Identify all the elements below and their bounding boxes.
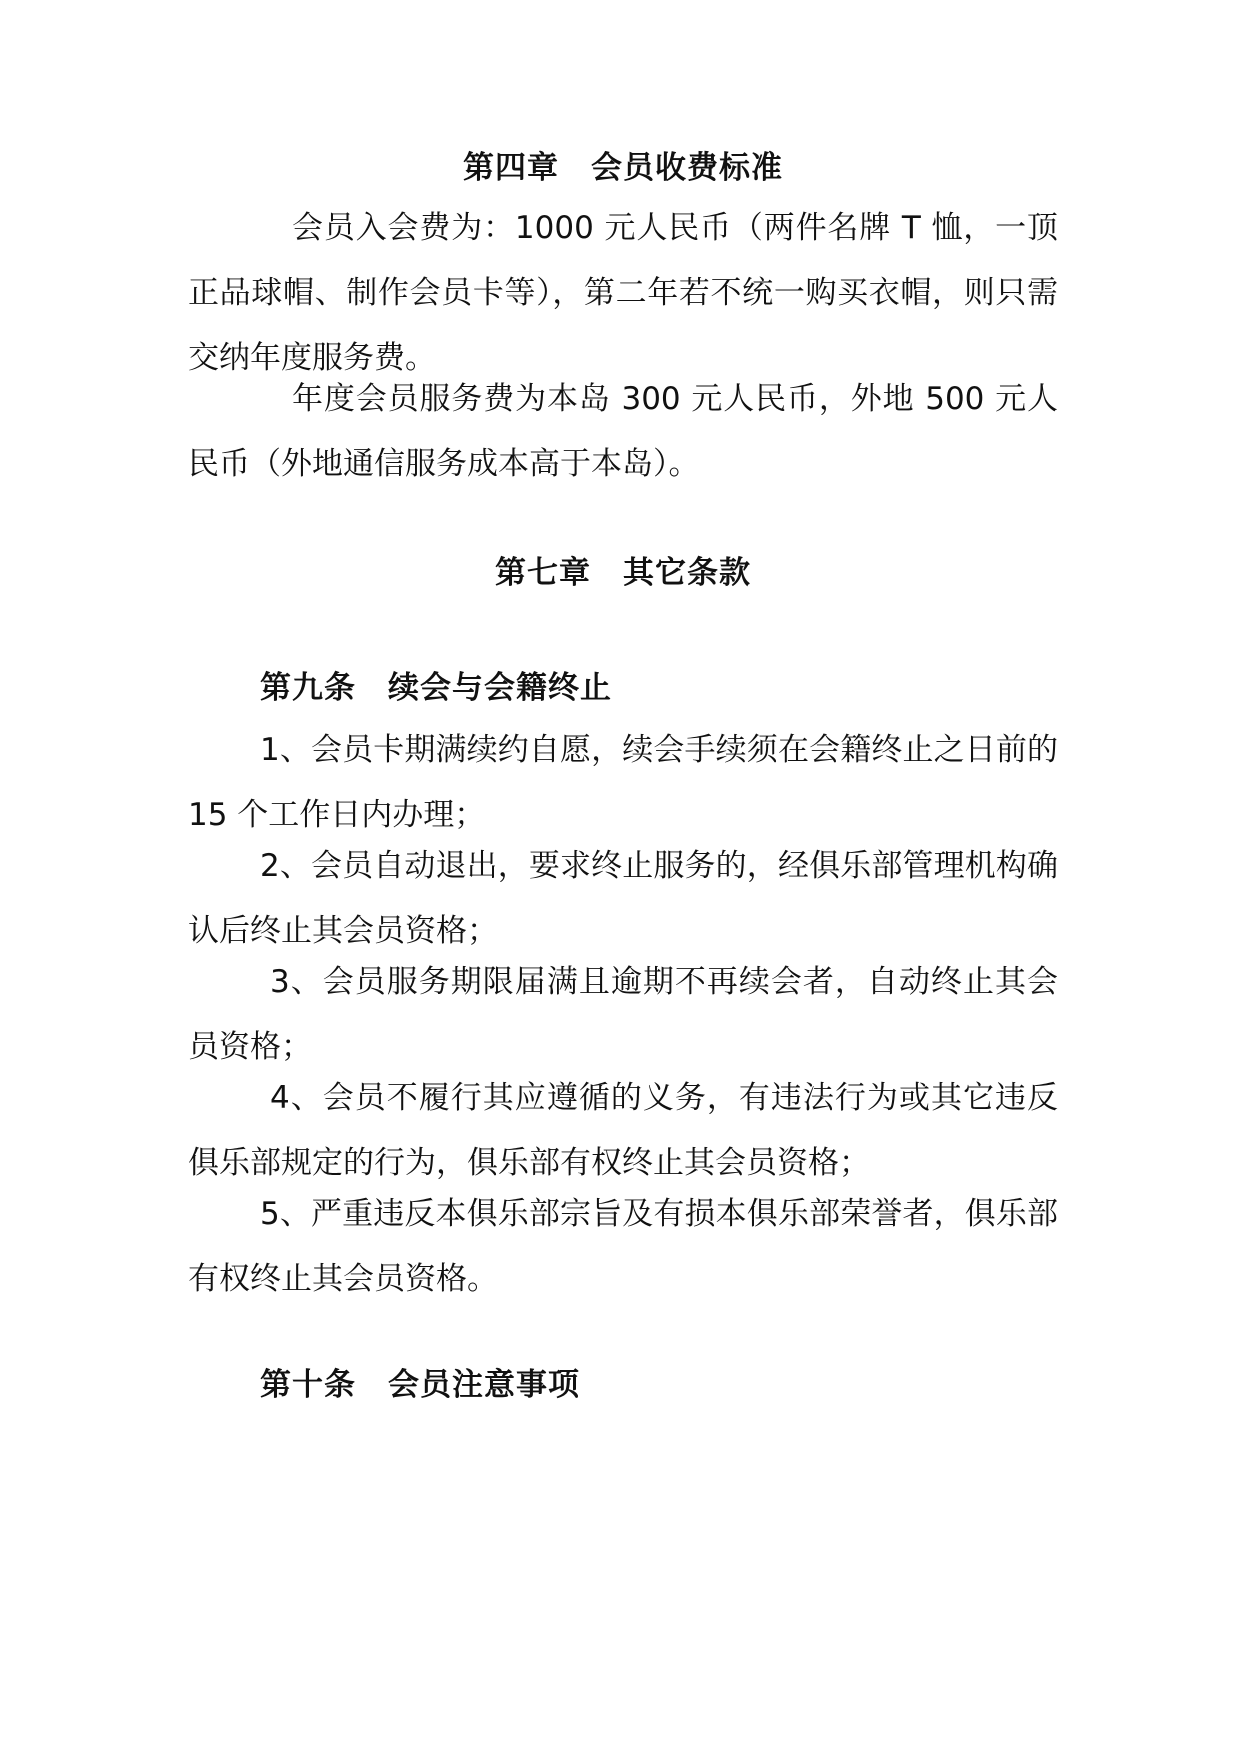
article-9-item: 5、严重违反本俱乐部宗旨及有损本俱乐部荣誉者，俱乐部有权终止其会员资格。 — [188, 1196, 1058, 1297]
article-9-item: 2、会员自动退出，要求终止服务的，经俱乐部管理机构确认后终止其会员资格； — [188, 848, 1058, 949]
chapter-4-title: 第四章 会员收费标准 — [463, 150, 783, 186]
fee-paragraph-annual: 年度会员服务费为本岛 300 元人民币，外地 500 元人民币（外地通信服务成本高于本岛）。 — [188, 381, 1058, 482]
article-9-item: 4、会员不履行其应遵循的义务，有违法行为或其它违反俱乐部规定的行为，俱乐部有权终止其会员资格； — [188, 1080, 1058, 1181]
article-10-title: 第十条 会员注意事项 — [260, 1367, 580, 1403]
fee-paragraph-entry: 会员入会费为：1000 元人民币（两件名牌 T 恤，一顶正品球帽、制作会员卡等），第二年若不统一购买衣帽，则只需交纳年度服务费。 — [188, 210, 1058, 376]
article-9-title: 第九条 续会与会籍终止 — [260, 670, 612, 706]
article-9-item: 3、会员服务期限届满且逾期不再续会者，自动终止其会员资格； — [188, 964, 1058, 1065]
chapter-7-title: 第七章 其它条款 — [495, 555, 751, 591]
article-9-item: 1、会员卡期满续约自愿，续会手续须在会籍终止之日前的 15 个工作日内办理； — [188, 732, 1058, 833]
